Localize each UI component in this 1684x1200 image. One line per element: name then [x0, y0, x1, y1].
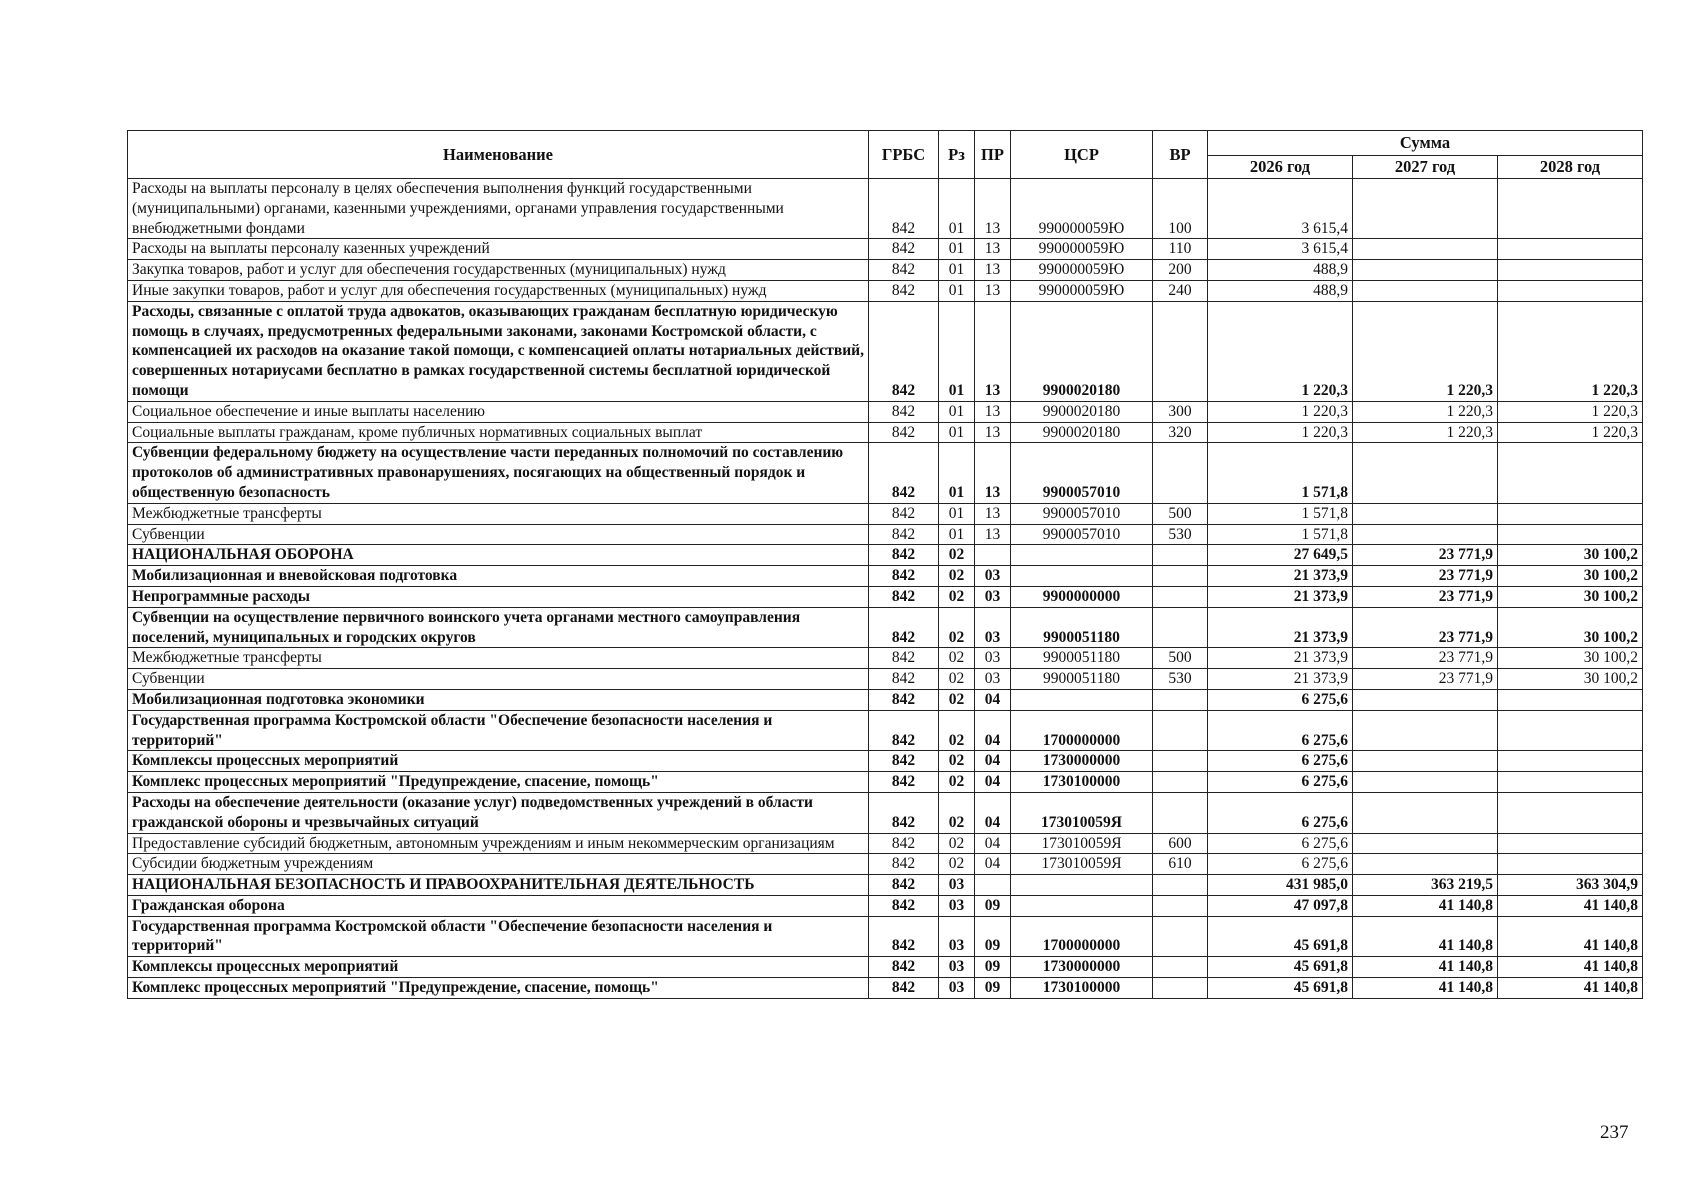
- cell-grbs: 842: [869, 669, 939, 690]
- cell-2028: [1498, 751, 1643, 772]
- cell-grbs: 842: [869, 443, 939, 503]
- cell-2026: 6 275,6: [1208, 772, 1353, 793]
- cell-name: Предоставление субсидий бюджетным, автономным учреждениям и иным некоммерческим организациям: [128, 833, 869, 854]
- cell-pr: 04: [975, 854, 1011, 875]
- table-row: [128, 566, 1643, 587]
- cell-csr: 173010059Я: [1011, 854, 1153, 875]
- table-header: [128, 131, 1643, 179]
- table-row: [128, 179, 1643, 239]
- cell-rz: 02: [939, 689, 975, 710]
- cell-2028: 30 100,2: [1498, 566, 1643, 587]
- cell-rz: 03: [939, 978, 975, 999]
- cell-pr: 13: [975, 179, 1011, 239]
- cell-name: Социальные выплаты гражданам, кроме публичных нормативных социальных выплат: [128, 422, 869, 443]
- cell-2028: [1498, 772, 1643, 793]
- cell-pr: 04: [975, 772, 1011, 793]
- cell-rz: 01: [939, 179, 975, 239]
- cell-name: Комплексы процессных мероприятий: [128, 957, 869, 978]
- cell-2027: [1353, 524, 1498, 545]
- header-csr: ЦСР: [1011, 131, 1153, 179]
- cell-2027: 363 219,5: [1353, 875, 1498, 896]
- cell-2028: [1498, 503, 1643, 524]
- table-row: [128, 239, 1643, 260]
- cell-2026: 488,9: [1208, 260, 1353, 281]
- cell-csr: 990000059Ю: [1011, 239, 1153, 260]
- cell-name: Межбюджетные трансферты: [128, 648, 869, 669]
- table-row: [128, 280, 1643, 301]
- cell-vr: [1153, 710, 1208, 751]
- cell-vr: [1153, 443, 1208, 503]
- cell-2026: 45 691,8: [1208, 957, 1353, 978]
- cell-2026: 47 097,8: [1208, 895, 1353, 916]
- cell-2028: [1498, 239, 1643, 260]
- cell-csr: 1730000000: [1011, 751, 1153, 772]
- cell-2026: 45 691,8: [1208, 916, 1353, 957]
- cell-rz: 02: [939, 854, 975, 875]
- cell-rz: 02: [939, 566, 975, 587]
- cell-2028: 1 220,3: [1498, 401, 1643, 422]
- cell-grbs: 842: [869, 854, 939, 875]
- cell-rz: 03: [939, 916, 975, 957]
- cell-2028: [1498, 792, 1643, 833]
- budget-table: [127, 130, 1643, 999]
- cell-pr: 03: [975, 566, 1011, 587]
- cell-grbs: 842: [869, 751, 939, 772]
- cell-csr: [1011, 895, 1153, 916]
- cell-2028: [1498, 689, 1643, 710]
- cell-2026: 6 275,6: [1208, 854, 1353, 875]
- cell-name: Иные закупки товаров, работ и услуг для обеспечения государственных (муниципальных) нужд: [128, 280, 869, 301]
- cell-rz: 02: [939, 607, 975, 648]
- cell-pr: 13: [975, 443, 1011, 503]
- cell-pr: 09: [975, 916, 1011, 957]
- table-row: [128, 957, 1643, 978]
- cell-name: Расходы, связанные с оплатой труда адвокатов, оказывающих гражданам бесплатную юридическую помощь в случаях, предусмотренных федеральными законами, законами Костромской области, с компенсацией их расходов на оказание такой помощи, с компенсацией оплаты нотариальных действий, совершенных нотариусами бесплатно в рамках государственной системы бесплатной юридической помощи: [128, 301, 869, 401]
- table-row: [128, 260, 1643, 281]
- cell-vr: [1153, 916, 1208, 957]
- cell-rz: 01: [939, 524, 975, 545]
- table-body: [128, 179, 1643, 999]
- cell-name: Закупка товаров, работ и услуг для обеспечения государственных (муниципальных) нужд: [128, 260, 869, 281]
- cell-name: Субвенции на осуществление первичного воинского учета органами местного самоуправления поселений, муниципальных и городских округов: [128, 607, 869, 648]
- cell-csr: 9900020180: [1011, 422, 1153, 443]
- table-row: [128, 854, 1643, 875]
- cell-pr: 09: [975, 978, 1011, 999]
- cell-2027: [1353, 443, 1498, 503]
- cell-2026: 1 571,8: [1208, 503, 1353, 524]
- cell-grbs: 842: [869, 301, 939, 401]
- cell-2028: [1498, 854, 1643, 875]
- cell-pr: 13: [975, 401, 1011, 422]
- cell-2027: 1 220,3: [1353, 401, 1498, 422]
- cell-pr: 03: [975, 607, 1011, 648]
- cell-2026: 6 275,6: [1208, 710, 1353, 751]
- table-row: [128, 648, 1643, 669]
- table-row: [128, 689, 1643, 710]
- cell-2028: 363 304,9: [1498, 875, 1643, 896]
- cell-2026: 6 275,6: [1208, 689, 1353, 710]
- cell-csr: 9900057010: [1011, 503, 1153, 524]
- cell-rz: 01: [939, 422, 975, 443]
- cell-rz: 01: [939, 301, 975, 401]
- cell-name: Комплекс процессных мероприятий "Предупреждение, спасение, помощь": [128, 978, 869, 999]
- cell-2026: 21 373,9: [1208, 648, 1353, 669]
- cell-pr: 04: [975, 792, 1011, 833]
- cell-vr: 100: [1153, 179, 1208, 239]
- cell-2027: [1353, 792, 1498, 833]
- cell-csr: [1011, 875, 1153, 896]
- cell-2027: 41 140,8: [1353, 957, 1498, 978]
- cell-2028: 1 220,3: [1498, 301, 1643, 401]
- cell-csr: [1011, 545, 1153, 566]
- cell-name: Расходы на обеспечение деятельности (оказание услуг) подведомственных учреждений в области гражданской обороны и чрезвычайных ситуаций: [128, 792, 869, 833]
- cell-vr: [1153, 895, 1208, 916]
- cell-2028: 30 100,2: [1498, 648, 1643, 669]
- cell-name: Субвенции федеральному бюджету на осуществление части переданных полномочий по составлению протоколов об административных правонарушениях, посягающих на общественный порядок и общественную безопасность: [128, 443, 869, 503]
- cell-vr: 530: [1153, 669, 1208, 690]
- cell-grbs: 842: [869, 566, 939, 587]
- cell-name: Субсидии бюджетным учреждениям: [128, 854, 869, 875]
- cell-2027: 23 771,9: [1353, 545, 1498, 566]
- header-year-2028: 2028 год: [1498, 156, 1643, 179]
- cell-rz: 02: [939, 751, 975, 772]
- table-row: [128, 710, 1643, 751]
- cell-2026: 6 275,6: [1208, 751, 1353, 772]
- cell-2027: [1353, 751, 1498, 772]
- cell-rz: 01: [939, 280, 975, 301]
- cell-grbs: 842: [869, 503, 939, 524]
- cell-2027: [1353, 179, 1498, 239]
- cell-grbs: 842: [869, 422, 939, 443]
- cell-vr: 300: [1153, 401, 1208, 422]
- cell-2028: 1 220,3: [1498, 422, 1643, 443]
- cell-rz: 02: [939, 792, 975, 833]
- cell-grbs: 842: [869, 179, 939, 239]
- table-row: [128, 301, 1643, 401]
- cell-2027: 23 771,9: [1353, 648, 1498, 669]
- cell-grbs: 842: [869, 833, 939, 854]
- cell-csr: 9900051180: [1011, 648, 1153, 669]
- table-row: [128, 751, 1643, 772]
- cell-2027: [1353, 710, 1498, 751]
- cell-2026: 1 571,8: [1208, 524, 1353, 545]
- cell-2028: 30 100,2: [1498, 607, 1643, 648]
- cell-vr: [1153, 978, 1208, 999]
- cell-2027: [1353, 772, 1498, 793]
- cell-grbs: 842: [869, 260, 939, 281]
- table-row: [128, 422, 1643, 443]
- cell-2028: 41 140,8: [1498, 916, 1643, 957]
- cell-2026: 3 615,4: [1208, 239, 1353, 260]
- cell-2027: 23 771,9: [1353, 669, 1498, 690]
- cell-name: Субвенции: [128, 669, 869, 690]
- cell-name: Непрограммные расходы: [128, 586, 869, 607]
- cell-csr: 1730100000: [1011, 978, 1153, 999]
- cell-rz: 03: [939, 895, 975, 916]
- cell-vr: 320: [1153, 422, 1208, 443]
- header-vr: ВР: [1153, 131, 1208, 179]
- header-sum: Сумма: [1208, 131, 1643, 156]
- cell-vr: 240: [1153, 280, 1208, 301]
- cell-2026: 21 373,9: [1208, 586, 1353, 607]
- header-pr: ПР: [975, 131, 1011, 179]
- cell-2026: 27 649,5: [1208, 545, 1353, 566]
- cell-2027: [1353, 260, 1498, 281]
- cell-grbs: 842: [869, 545, 939, 566]
- cell-csr: 9900000000: [1011, 586, 1153, 607]
- cell-csr: 9900051180: [1011, 607, 1153, 648]
- cell-grbs: 842: [869, 586, 939, 607]
- cell-pr: 03: [975, 586, 1011, 607]
- cell-grbs: 842: [869, 978, 939, 999]
- cell-csr: 990000059Ю: [1011, 260, 1153, 281]
- cell-vr: [1153, 566, 1208, 587]
- cell-pr: 13: [975, 422, 1011, 443]
- cell-csr: 9900057010: [1011, 443, 1153, 503]
- cell-grbs: 842: [869, 401, 939, 422]
- cell-2026: 3 615,4: [1208, 179, 1353, 239]
- cell-2026: 488,9: [1208, 280, 1353, 301]
- cell-2026: 1 220,3: [1208, 301, 1353, 401]
- table-row: [128, 586, 1643, 607]
- cell-vr: [1153, 545, 1208, 566]
- cell-csr: 1700000000: [1011, 916, 1153, 957]
- cell-rz: 03: [939, 875, 975, 896]
- cell-rz: 02: [939, 545, 975, 566]
- cell-vr: [1153, 301, 1208, 401]
- cell-grbs: 842: [869, 957, 939, 978]
- cell-2028: 41 140,8: [1498, 895, 1643, 916]
- cell-csr: [1011, 566, 1153, 587]
- cell-name: Государственная программа Костромской области "Обеспечение безопасности населения и территорий": [128, 916, 869, 957]
- cell-vr: [1153, 792, 1208, 833]
- cell-vr: 110: [1153, 239, 1208, 260]
- cell-pr: 09: [975, 895, 1011, 916]
- cell-csr: 1730000000: [1011, 957, 1153, 978]
- table-row: [128, 443, 1643, 503]
- cell-2027: 1 220,3: [1353, 422, 1498, 443]
- cell-rz: 01: [939, 401, 975, 422]
- cell-grbs: 842: [869, 772, 939, 793]
- cell-2026: 21 373,9: [1208, 607, 1353, 648]
- cell-rz: 02: [939, 833, 975, 854]
- cell-vr: 610: [1153, 854, 1208, 875]
- cell-name: НАЦИОНАЛЬНАЯ БЕЗОПАСНОСТЬ И ПРАВООХРАНИТЕЛЬНАЯ ДЕЯТЕЛЬНОСТЬ: [128, 875, 869, 896]
- cell-name: Комплекс процессных мероприятий "Предупреждение, спасение, помощь": [128, 772, 869, 793]
- page-number: 237: [1600, 1122, 1629, 1143]
- cell-vr: [1153, 689, 1208, 710]
- cell-2028: [1498, 260, 1643, 281]
- table-row: [128, 401, 1643, 422]
- cell-pr: 04: [975, 689, 1011, 710]
- cell-rz: 02: [939, 648, 975, 669]
- cell-2028: [1498, 833, 1643, 854]
- cell-vr: 530: [1153, 524, 1208, 545]
- cell-2027: [1353, 280, 1498, 301]
- cell-rz: 03: [939, 957, 975, 978]
- cell-rz: 02: [939, 772, 975, 793]
- cell-pr: 04: [975, 751, 1011, 772]
- cell-2027: 41 140,8: [1353, 978, 1498, 999]
- table-row: [128, 669, 1643, 690]
- cell-grbs: 842: [869, 524, 939, 545]
- cell-2028: 41 140,8: [1498, 978, 1643, 999]
- cell-pr: 04: [975, 833, 1011, 854]
- cell-2028: [1498, 710, 1643, 751]
- header-year-2027: 2027 год: [1353, 156, 1498, 179]
- cell-pr: 13: [975, 260, 1011, 281]
- table-row: [128, 503, 1643, 524]
- cell-2026: 21 373,9: [1208, 669, 1353, 690]
- table-row: [128, 916, 1643, 957]
- cell-pr: [975, 875, 1011, 896]
- cell-2027: [1353, 239, 1498, 260]
- cell-2027: 41 140,8: [1353, 895, 1498, 916]
- cell-grbs: 842: [869, 648, 939, 669]
- header-rz: Рз: [939, 131, 975, 179]
- cell-pr: [975, 545, 1011, 566]
- cell-name: Межбюджетные трансферты: [128, 503, 869, 524]
- cell-grbs: 842: [869, 607, 939, 648]
- cell-rz: 01: [939, 239, 975, 260]
- cell-2027: [1353, 854, 1498, 875]
- cell-vr: [1153, 586, 1208, 607]
- cell-name: Субвенции: [128, 524, 869, 545]
- cell-csr: 990000059Ю: [1011, 280, 1153, 301]
- cell-vr: 600: [1153, 833, 1208, 854]
- cell-pr: 03: [975, 669, 1011, 690]
- cell-vr: [1153, 751, 1208, 772]
- cell-2026: 1 220,3: [1208, 422, 1353, 443]
- table-row: [128, 833, 1643, 854]
- cell-2027: [1353, 833, 1498, 854]
- cell-vr: 500: [1153, 503, 1208, 524]
- cell-name: Мобилизационная подготовка экономики: [128, 689, 869, 710]
- cell-2027: 1 220,3: [1353, 301, 1498, 401]
- table-row: [128, 792, 1643, 833]
- cell-grbs: 842: [869, 710, 939, 751]
- cell-csr: 1730100000: [1011, 772, 1153, 793]
- cell-rz: 01: [939, 260, 975, 281]
- cell-csr: 173010059Я: [1011, 833, 1153, 854]
- header-grbs: ГРБС: [869, 131, 939, 179]
- cell-2026: 21 373,9: [1208, 566, 1353, 587]
- cell-2028: [1498, 443, 1643, 503]
- cell-2026: 45 691,8: [1208, 978, 1353, 999]
- cell-2028: [1498, 280, 1643, 301]
- table-row: [128, 545, 1643, 566]
- cell-2028: [1498, 524, 1643, 545]
- cell-2027: 23 771,9: [1353, 566, 1498, 587]
- cell-vr: 500: [1153, 648, 1208, 669]
- cell-2027: 23 771,9: [1353, 586, 1498, 607]
- cell-csr: 9900051180: [1011, 669, 1153, 690]
- table-row: [128, 524, 1643, 545]
- cell-grbs: 842: [869, 280, 939, 301]
- cell-pr: 04: [975, 710, 1011, 751]
- cell-name: Расходы на выплаты персоналу казенных учреждений: [128, 239, 869, 260]
- cell-csr: 173010059Я: [1011, 792, 1153, 833]
- cell-vr: 200: [1153, 260, 1208, 281]
- header-name: Наименование: [128, 131, 869, 179]
- cell-pr: 03: [975, 648, 1011, 669]
- cell-pr: 13: [975, 239, 1011, 260]
- cell-2026: 6 275,6: [1208, 833, 1353, 854]
- cell-grbs: 842: [869, 689, 939, 710]
- cell-2028: [1498, 179, 1643, 239]
- cell-name: Мобилизационная и вневойсковая подготовка: [128, 566, 869, 587]
- cell-rz: 02: [939, 669, 975, 690]
- cell-pr: 13: [975, 503, 1011, 524]
- cell-grbs: 842: [869, 792, 939, 833]
- cell-2028: 30 100,2: [1498, 545, 1643, 566]
- cell-2026: 6 275,6: [1208, 792, 1353, 833]
- cell-2026: 1 220,3: [1208, 401, 1353, 422]
- table-row: [128, 895, 1643, 916]
- cell-vr: [1153, 772, 1208, 793]
- cell-csr: 9900057010: [1011, 524, 1153, 545]
- cell-2028: 30 100,2: [1498, 669, 1643, 690]
- cell-pr: 09: [975, 957, 1011, 978]
- cell-rz: 01: [939, 443, 975, 503]
- cell-grbs: 842: [869, 875, 939, 896]
- table-row: [128, 772, 1643, 793]
- header-year-2026: 2026 год: [1208, 156, 1353, 179]
- cell-pr: 13: [975, 301, 1011, 401]
- cell-2027: [1353, 503, 1498, 524]
- cell-csr: 9900020180: [1011, 401, 1153, 422]
- cell-2026: 431 985,0: [1208, 875, 1353, 896]
- cell-csr: 990000059Ю: [1011, 179, 1153, 239]
- cell-grbs: 842: [869, 239, 939, 260]
- cell-2028: 41 140,8: [1498, 957, 1643, 978]
- cell-2026: 1 571,8: [1208, 443, 1353, 503]
- table-row: [128, 607, 1643, 648]
- table-row: [128, 875, 1643, 896]
- cell-name: Гражданская оборона: [128, 895, 869, 916]
- cell-name: НАЦИОНАЛЬНАЯ ОБОРОНА: [128, 545, 869, 566]
- cell-grbs: 842: [869, 895, 939, 916]
- cell-vr: [1153, 875, 1208, 896]
- cell-2027: [1353, 689, 1498, 710]
- cell-csr: 1700000000: [1011, 710, 1153, 751]
- cell-2027: 41 140,8: [1353, 916, 1498, 957]
- cell-name: Государственная программа Костромской области "Обеспечение безопасности населения и территорий": [128, 710, 869, 751]
- cell-vr: [1153, 607, 1208, 648]
- cell-name: Расходы на выплаты персоналу в целях обеспечения выполнения функций государственными (муниципальными) органами, казенными учреждениями, органами управления государственными внебюджетными фондами: [128, 179, 869, 239]
- cell-2028: 30 100,2: [1498, 586, 1643, 607]
- cell-pr: 13: [975, 280, 1011, 301]
- cell-pr: 13: [975, 524, 1011, 545]
- cell-vr: [1153, 957, 1208, 978]
- cell-rz: 02: [939, 586, 975, 607]
- cell-csr: 9900020180: [1011, 301, 1153, 401]
- cell-rz: 01: [939, 503, 975, 524]
- cell-name: Комплексы процессных мероприятий: [128, 751, 869, 772]
- table-row: [128, 978, 1643, 999]
- cell-grbs: 842: [869, 916, 939, 957]
- cell-rz: 02: [939, 710, 975, 751]
- cell-name: Социальное обеспечение и иные выплаты населению: [128, 401, 869, 422]
- cell-2027: 23 771,9: [1353, 607, 1498, 648]
- cell-csr: [1011, 689, 1153, 710]
